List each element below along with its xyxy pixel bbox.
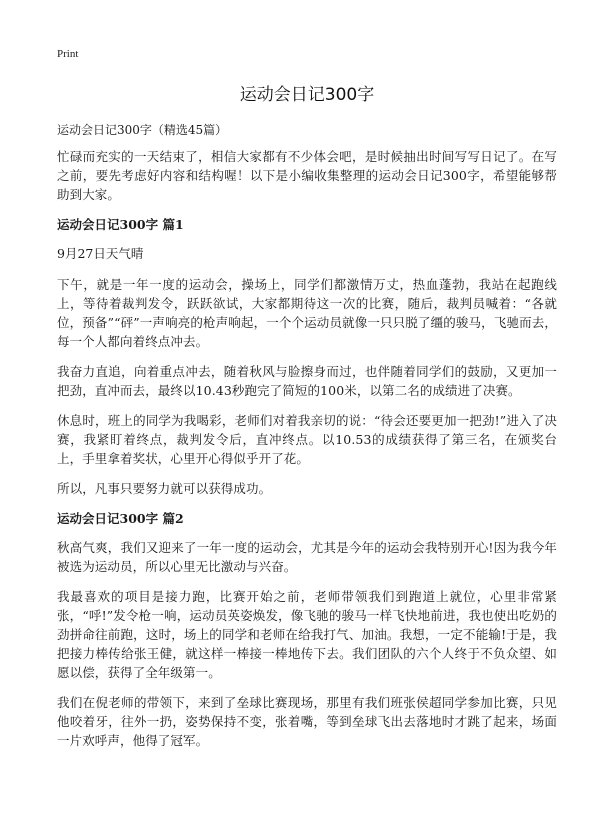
page-title: 运动会日记300字: [239, 85, 375, 105]
body-paragraph: 休息时，班上的同学为我喝彩，老师们对着我亲切的说：“待会还要更加一把劲!”进入了决赛，我紧盯着终点，裁判发令后，直冲终点。以10.53的成绩获得了第三名，在颁奖台上，手里拿着奖状，心里开心得似乎开了花。: [57, 413, 557, 466]
body-paragraph: 所以，凡事只要努力就可以获得成功。: [57, 481, 272, 496]
body-paragraph: 我最喜欢的项目是接力跑，比赛开始之前，老师带领我们到跑道上就位，心里非常紧张，“呼!”发令枪一响，运动员英姿焕发，像飞驰的骏马一样飞快地前进，我也使出吃奶的劲拼命往前跑，这时，场上的同学和老师在给我打气、加油。我想，一定不能输!于是，我把接力棒传给张王健，就这样一棒接一棒地传下去。我们团队的六个人终于不负众望、如愿以偿，获得了全年级第一。: [57, 589, 557, 680]
body-paragraph: 我们在倪老师的带领下，来到了垒球比赛现场，那里有我们班张侯超同学参加比赛，只见他咬着牙，往外一扔，姿势保持不变，张着嘴，等到垒球飞出去落地时才跳了起来，场面一片欢呼声，他得了冠军。: [57, 695, 557, 748]
body-paragraph: 下午，就是一年一度的运动会，操场上，同学们都激情万丈，热血蓬勃，我站在起跑线上，等待着裁判发令，跃跃欲试，大家都期待这一次的比赛，随后，裁判员喊着：“各就位，预备”“砰”一声响亮的枪声响起，一个个运动员就像一只只脱了缰的骏马，飞驰而去，每一个人都向着终点冲去。: [57, 277, 557, 349]
intro-paragraph: 忙碌而充实的一天结束了，相信大家都有不少体会吧，是时候抽出时间写写日记了。在写之前，要先考虑好内容和结构喔！以下是小编收集整理的运动会日记300字，希望能够帮助到大家。: [57, 149, 557, 202]
section-heading: 运动会日记300字 篇1: [57, 217, 184, 232]
section-heading: 运动会日记300字 篇2: [57, 511, 184, 526]
document-body: [57, 121, 557, 761]
body-paragraph: 我奋力直追，向着重点冲去，随着秋风与脸擦身而过，也伴随着同学们的鼓励，又更加一把劲，直冲而去，最终以10.43秒跑完了简短的100米，以第二名的成绩进了决赛。: [57, 364, 557, 398]
document-subtitle: 运动会日记300字（精选45篇）: [57, 123, 228, 137]
diary-date: 9月27日天气晴: [57, 246, 144, 261]
body-paragraph: 秋高气爽，我们又迎来了一年一度的运动会，尤其是今年的运动会我特别开心!因为我今年被选为运动员，所以心里无比激动与兴奋。: [57, 540, 557, 574]
print-label: Print: [57, 48, 79, 60]
